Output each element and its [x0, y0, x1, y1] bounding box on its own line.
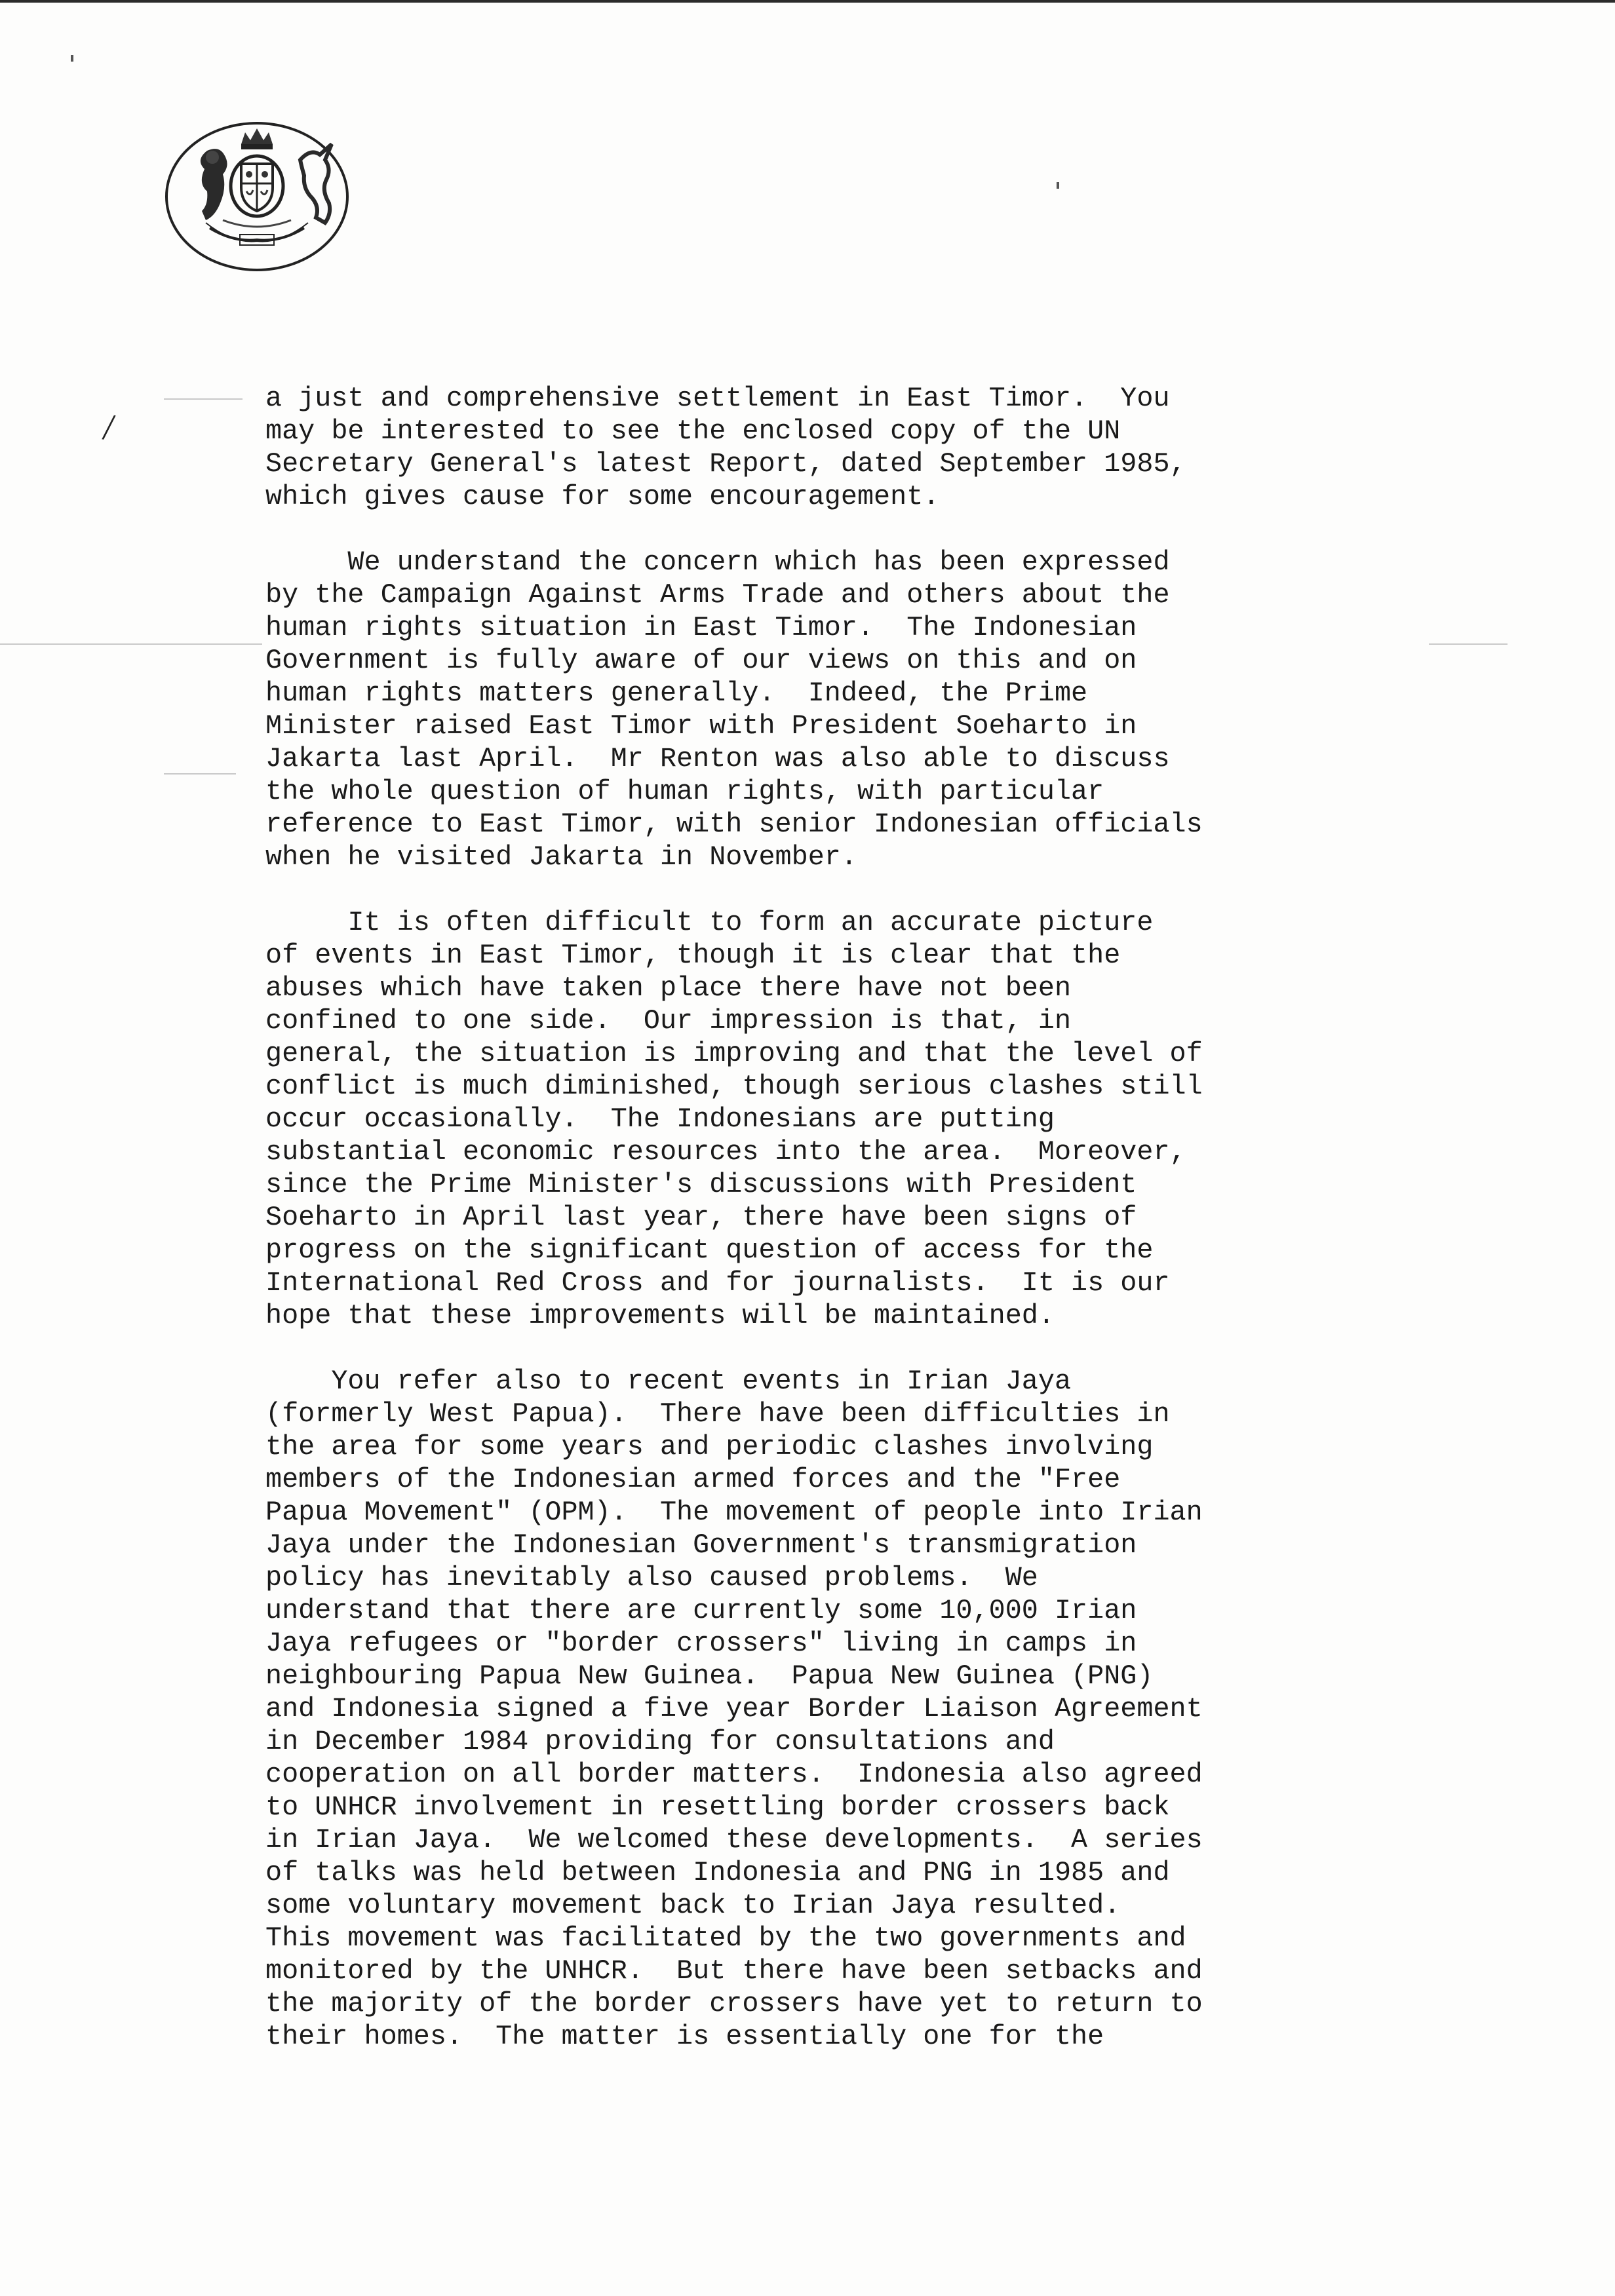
margin-annotation-mark: / — [100, 405, 117, 449]
text-line: Soeharto in April last year, there have been signs of — [265, 1202, 1137, 1233]
text-line: general, the situation is improving and that the level of — [265, 1038, 1203, 1069]
text-line: the majority of the border crossers have yet to return to — [265, 1988, 1203, 2019]
text-line: since the Prime Minister's discussions with President — [265, 1169, 1137, 1200]
text-line: Minister raised East Timor with President Soeharto in — [265, 710, 1137, 742]
letter-body — [265, 382, 1439, 2086]
royal-coat-of-arms-icon — [164, 118, 351, 275]
paragraph — [265, 382, 1439, 513]
paragraph — [265, 1365, 1439, 2053]
text-line: human rights situation in East Timor. The Indonesian — [265, 612, 1137, 643]
text-line: Papua Movement" (OPM). The movement of people into Irian — [265, 1497, 1203, 1528]
text-line: International Red Cross and for journalists. It is our — [265, 1267, 1170, 1299]
text-line: understand that there are currently some 10,000 Irian — [265, 1595, 1137, 1626]
text-line: by the Campaign Against Arms Trade and others about the — [265, 579, 1170, 611]
text-line: progress on the significant question of access for the — [265, 1234, 1154, 1266]
text-line: policy has inevitably also caused problems. We — [265, 1562, 1038, 1594]
text-line: when he visited Jakarta in November. — [265, 841, 857, 873]
scan-artifact-line — [0, 643, 262, 645]
text-line: confined to one side. Our impression is that, in — [265, 1005, 1072, 1037]
text-line: the area for some years and periodic clashes involving — [265, 1431, 1154, 1463]
text-line: Government is fully aware of our views on this and on — [265, 645, 1137, 676]
text-line: abuses which have taken place there have not been — [265, 972, 1072, 1004]
text-line: which gives cause for some encouragement. — [265, 481, 940, 512]
text-line: hope that these improvements will be maintained. — [265, 1300, 1055, 1331]
scan-artifact-line — [164, 398, 243, 400]
text-line: You refer also to recent events in Irian Jaya — [265, 1366, 1072, 1397]
paragraph — [265, 546, 1439, 873]
text-line: It is often difficult to form an accurate picture — [265, 907, 1154, 938]
scan-speck — [1057, 182, 1059, 189]
text-line: This movement was facilitated by the two governments and — [265, 1923, 1186, 1954]
text-line: in December 1984 providing for consultations and — [265, 1726, 1055, 1757]
top-scan-edge — [0, 0, 1615, 3]
text-line: cooperation on all border matters. Indonesia also agreed — [265, 1759, 1203, 1790]
text-line: We understand the concern which has been expressed — [265, 546, 1170, 578]
text-line: their homes. The matter is essentially one for the — [265, 2021, 1104, 2052]
text-line: a just and comprehensive settlement in East Timor. You — [265, 383, 1170, 414]
text-line: may be interested to see the enclosed copy of the UN — [265, 415, 1121, 447]
text-line: members of the Indonesian armed forces and the "Free — [265, 1464, 1121, 1495]
text-line: (formerly West Papua). There have been difficulties in — [265, 1398, 1170, 1430]
text-line: the whole question of human rights, with particular — [265, 776, 1104, 807]
text-line: of events in East Timor, though it is clear that the — [265, 940, 1121, 971]
text-line: monitored by the UNHCR. But there have been setbacks and — [265, 1955, 1203, 1987]
scan-artifact-line — [164, 773, 236, 775]
text-line: conflict is much diminished, though serious clashes still — [265, 1071, 1203, 1102]
text-line: to UNHCR involvement in resettling border crossers back — [265, 1791, 1170, 1823]
text-line: Jaya refugees or "border crossers" living in camps in — [265, 1628, 1137, 1659]
text-line: of talks was held between Indonesia and PNG in 1985 and — [265, 1857, 1170, 1888]
text-line: some voluntary movement back to Irian Jaya resulted. — [265, 1890, 1121, 1921]
text-line: Jakarta last April. Mr Renton was also able to discuss — [265, 743, 1170, 775]
text-line: neighbouring Papua New Guinea. Papua New Guinea (PNG) — [265, 1660, 1154, 1692]
paragraph — [265, 906, 1439, 1332]
text-line: Jaya under the Indonesian Government's transmigration — [265, 1529, 1137, 1561]
text-line: and Indonesia signed a five year Border Liaison Agreement — [265, 1693, 1203, 1725]
text-line: Secretary General's latest Report, dated September 1985, — [265, 448, 1186, 480]
text-line: substantial economic resources into the area. Moreover, — [265, 1136, 1186, 1168]
text-line: occur occasionally. The Indonesians are putting — [265, 1103, 1055, 1135]
text-line: human rights matters generally. Indeed, the Prime — [265, 678, 1088, 709]
scan-artifact-line — [1429, 643, 1508, 645]
text-line: in Irian Jaya. We welcomed these developments. A series — [265, 1824, 1203, 1856]
text-line: reference to East Timor, with senior Indonesian officials — [265, 809, 1203, 840]
scan-speck — [71, 55, 73, 62]
